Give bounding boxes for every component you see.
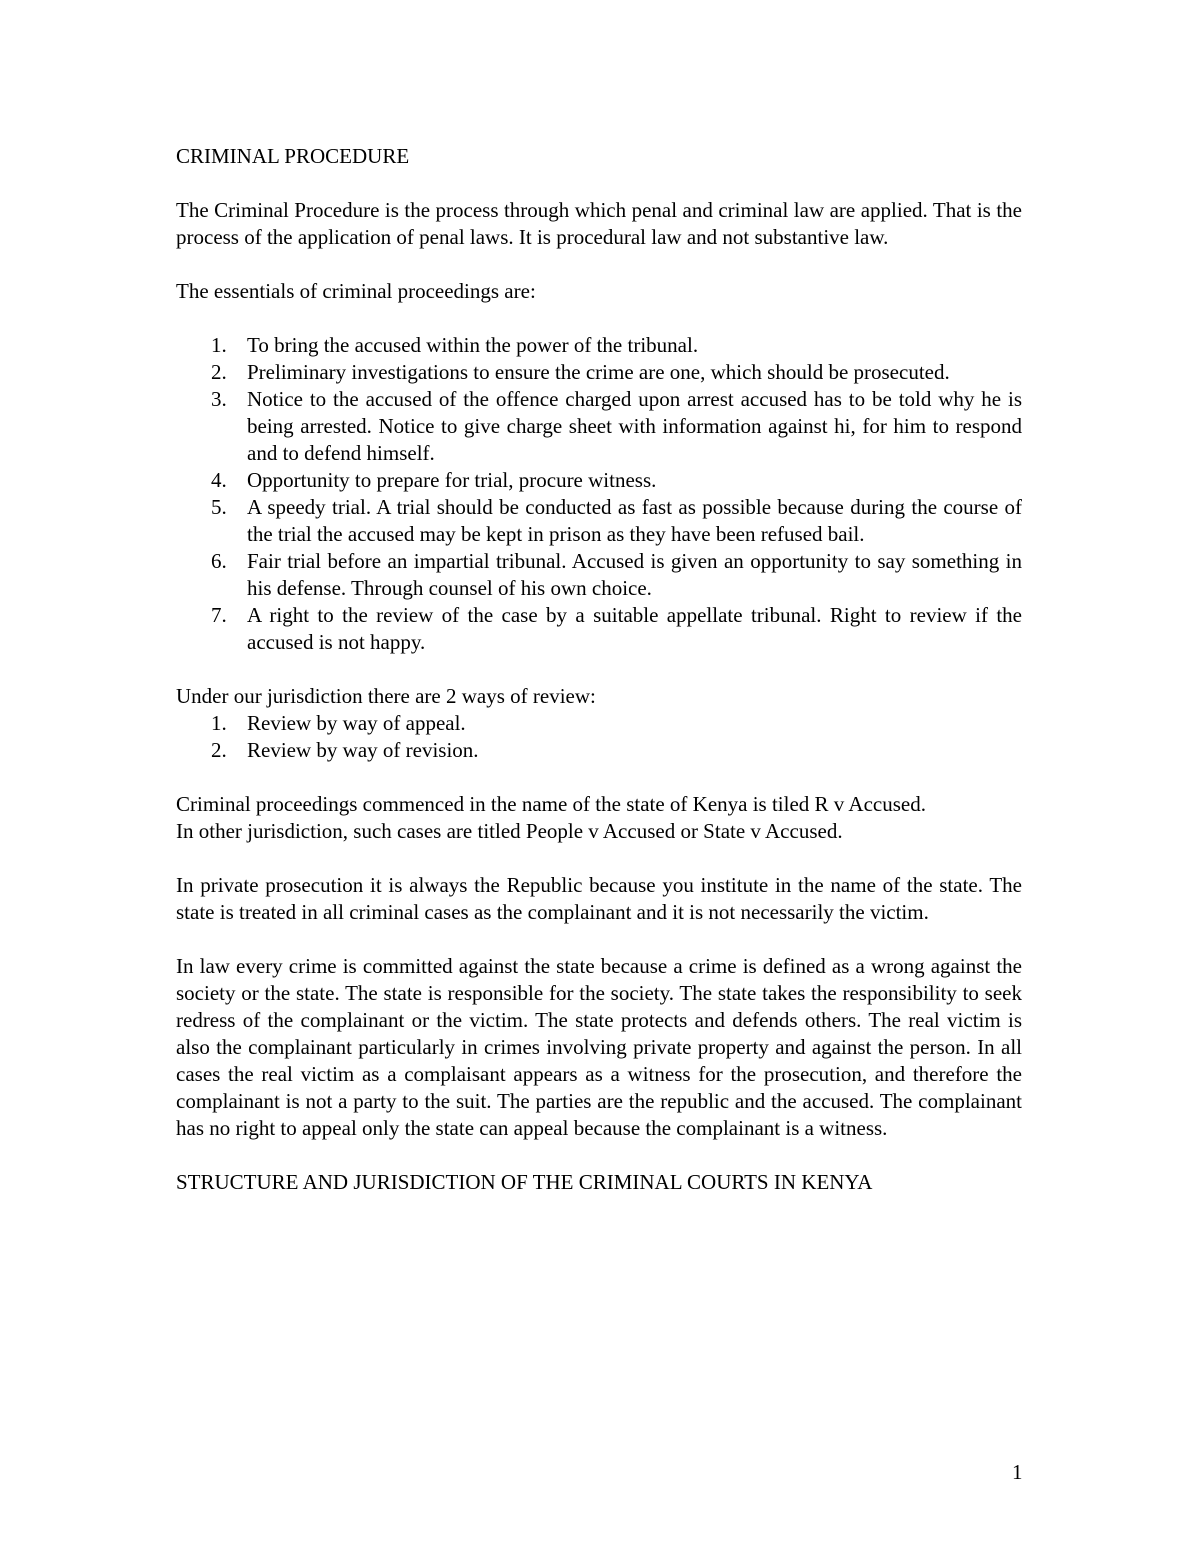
naming-paragraph-line-1: Criminal proceedings commenced in the name of the state of Kenya is tiled R v Accused. bbox=[176, 792, 926, 816]
review-intro: Under our jurisdiction there are 2 ways of review: bbox=[176, 684, 596, 708]
list-item-text: Opportunity to prepare for trial, procure witness. bbox=[247, 468, 657, 492]
essentials-intro: The essentials of criminal proceedings are: bbox=[176, 279, 536, 303]
crime-against-state-paragraph: In law every crime is committed against the state because a crime is defined as a wrong against the society or the state. The state is responsible for the society. The state takes the responsibility to seek redress of the complainant or the victim. The state protects and defends others. The real victim is also the complainant particularly in crimes involving private property and against the person. In all cases the real victim as a complaisant appears as a witness for the prosecution, and therefore the complainant is not a party to the suit. The parties are the republic and the accused. The complainant has no right to appeal only the state can appeal because the complainant is a witness. bbox=[176, 954, 1022, 1140]
page-number: 1 bbox=[1012, 1460, 1023, 1484]
list-item bbox=[176, 710, 1022, 737]
list-item-text: Review by way of appeal. bbox=[247, 711, 466, 735]
review-ways-list bbox=[176, 710, 1022, 764]
list-item-number: 5. bbox=[211, 495, 227, 519]
list-item-number: 2. bbox=[211, 360, 227, 384]
list-item bbox=[176, 548, 1022, 602]
list-item-text: Notice to the accused of the offence charged upon arrest accused has to be told why he is being arrested. Notice to give charge sheet with information against hi, for him to respond and to defend himself. bbox=[247, 387, 1022, 465]
list-item bbox=[176, 332, 1022, 359]
list-item bbox=[176, 494, 1022, 548]
intro-paragraph: The Criminal Procedure is the process through which penal and criminal law are applied. That is the process of the application of penal laws. It is procedural law and not substantive law. bbox=[176, 198, 1022, 249]
list-item bbox=[176, 467, 1022, 494]
list-item-number: 1. bbox=[211, 711, 227, 735]
list-item-text: Preliminary investigations to ensure the crime are one, which should be prosecuted. bbox=[247, 360, 950, 384]
list-item-text: A speedy trial. A trial should be conducted as fast as possible because during the course of the trial the accused may be kept in prison as they have been refused bail. bbox=[247, 495, 1022, 546]
list-item-number: 6. bbox=[211, 549, 227, 573]
list-item-number: 3. bbox=[211, 387, 227, 411]
list-item-text: Review by way of revision. bbox=[247, 738, 479, 762]
document-body bbox=[176, 143, 1022, 1196]
list-item bbox=[176, 359, 1022, 386]
list-item-number: 1. bbox=[211, 333, 227, 357]
private-prosecution-paragraph: In private prosecution it is always the Republic because you institute in the name of the state. The state is treated in all criminal cases as the complainant and it is not necessarily the victim. bbox=[176, 873, 1022, 924]
document-title: CRIMINAL PROCEDURE bbox=[176, 144, 410, 168]
naming-paragraph-line-2: In other jurisdiction, such cases are titled People v Accused or State v Accused. bbox=[176, 819, 843, 843]
list-item-number: 7. bbox=[211, 603, 227, 627]
list-item-number: 2. bbox=[211, 738, 227, 762]
list-item-text: To bring the accused within the power of the tribunal. bbox=[247, 333, 699, 357]
list-item-text: Fair trial before an impartial tribunal. Accused is given an opportunity to say something in his defense. Through counsel of his own choice. bbox=[247, 549, 1022, 600]
essentials-list bbox=[176, 332, 1022, 656]
list-item-number: 4. bbox=[211, 468, 227, 492]
list-item-text: A right to the review of the case by a suitable appellate tribunal. Right to review if the accused is not happy. bbox=[247, 603, 1022, 654]
list-item bbox=[176, 737, 1022, 764]
list-item bbox=[176, 386, 1022, 467]
section-heading: STRUCTURE AND JURISDICTION OF THE CRIMINAL COURTS IN KENYA bbox=[176, 1170, 873, 1194]
list-item bbox=[176, 602, 1022, 656]
